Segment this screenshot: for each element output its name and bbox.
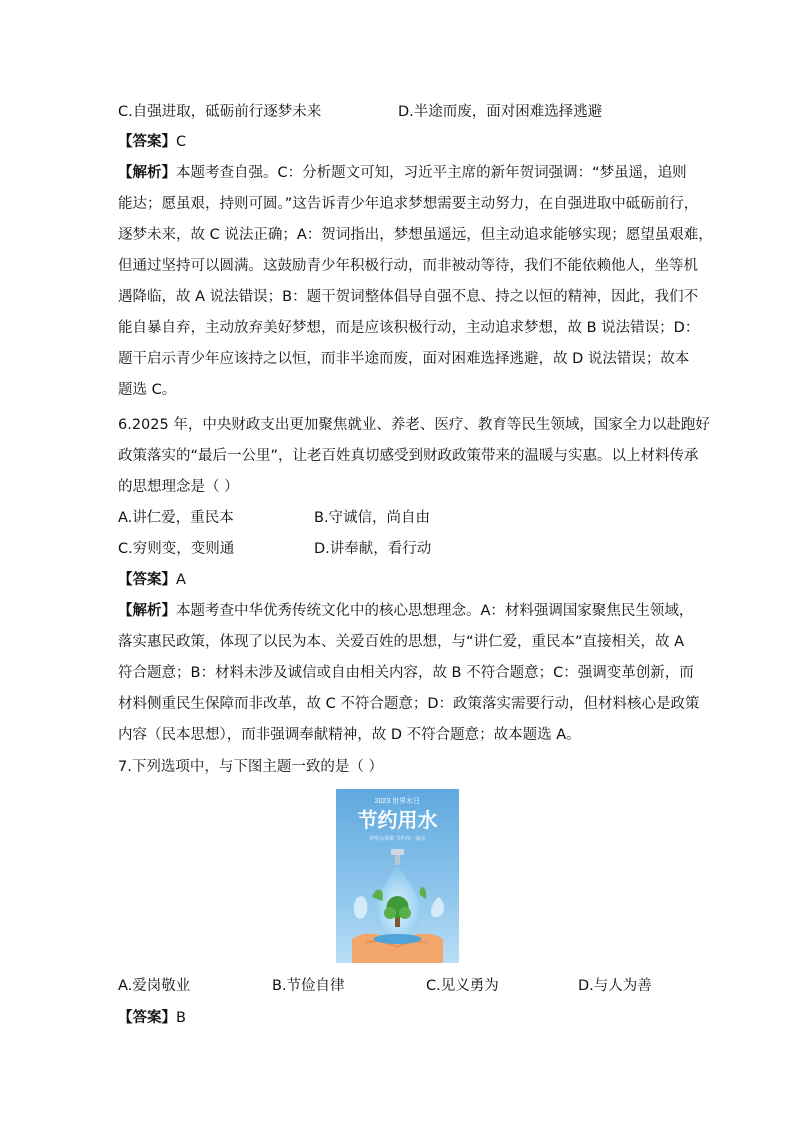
- q6-stem-line: 6.2025 年，中央财政支出更加聚焦就业、养老、医疗、教育等民生领域，国家全力以赴跑好: [118, 417, 710, 433]
- q6-analysis-line: 内容（民本思想），而非强调奉献精神，故 D 不符合题意；故本题选 A。: [118, 727, 581, 743]
- q5-analysis-line: 题干启示青少年应该持之以恒，而非半途而废，面对困难选择逃避，故 D 说法错误；故本: [118, 351, 690, 367]
- q6-analysis-line: 符合题意；B：材料未涉及诚信或自由相关内容，故 B 不符合题意；C：强调变革创新，而: [118, 665, 694, 681]
- analysis-label: 【解析】: [118, 603, 176, 619]
- q7-option-c: C.见义勇为: [426, 978, 499, 994]
- answer-label: 【答案】: [118, 1010, 176, 1026]
- poster-subtitle: 珍惜水资源 节约每一滴水: [369, 836, 426, 842]
- q7-option-b: B.节俭自律: [272, 978, 345, 994]
- answer-value: C: [176, 134, 187, 150]
- q7-stem: 7.下列选项中，与下图主题一致的是（ ）: [118, 759, 383, 775]
- q5-analysis-line: 但通过坚持可以圆满。这鼓励青少年积极行动，而非被动等待，我们不能依赖他人，坐等机: [118, 258, 698, 274]
- answer-label: 【答案】: [118, 134, 176, 150]
- q5-analysis-line: 能达；愿虽艰，持则可圆。”这告诉青少年追求梦想需要主动努力，在自强进取中砥砺前行，: [118, 196, 699, 212]
- q5-answer: [118, 132, 678, 152]
- q6-option-a: A.讲仁爱，重民本: [118, 510, 234, 526]
- q6-option-c: C.穷则变，变则通: [118, 541, 235, 557]
- q6-answer: [118, 570, 678, 590]
- q5-option-c: C.自强进取，砥砺前行逐梦未来: [118, 104, 322, 120]
- q6-analysis-line: 材料侧重民生保障而非改革，故 C 不符合题意；D：政策落实需要行动，但材料核心是政策: [118, 696, 700, 712]
- poster-top-text: 2023 世界水日: [374, 798, 421, 805]
- q7-option-a: A.爱岗敬业: [118, 978, 191, 994]
- q5-analysis-line: 能自暴自弃，主动放弃美好梦想，而是应该积极行动，主动追求梦想，故 B 说法错误；D：: [118, 320, 700, 336]
- q5-analysis-line: 题选 C。: [118, 382, 177, 398]
- q6-analysis-line: 落实惠民政策，体现了以民为本、关爱百姓的思想，与“讲仁爱，重民本”直接相关，故 A: [118, 634, 685, 650]
- q5-analysis-line: 逐梦未来，故 C 说法正确；A：贺词指出，梦想虽遥远，但主动追求能够实现；愿望虽艰难，: [118, 227, 713, 243]
- q7-option-d: D.与人为善: [578, 978, 652, 994]
- q6-option-b: B.守诚信，尚自由: [314, 510, 431, 526]
- answer-value: B: [176, 1010, 186, 1026]
- poster-title: 节约用水: [357, 808, 438, 832]
- answer-label: 【答案】: [118, 572, 176, 588]
- q5-analysis-line: 遇降临，故 A 说法错误；B：题干贺词整体倡导自强不息、持之以恒的精神，因此，我们不: [118, 289, 699, 305]
- q5-option-d: D.半途而废，面对困难选择逃避: [398, 104, 603, 120]
- q7-answer: [118, 1008, 678, 1028]
- q5-analysis-line: 【解析】本题考查自强。C：分析题文可知，习近平主席的新年贺词强调：“梦虽遥，追则: [118, 165, 687, 181]
- q6-stem-line: 的思想理念是（ ）: [118, 479, 239, 495]
- q6-stem-line: 政策落实的“最后一公里”，让老百姓真切感受到财政政策带来的温暖与实惠。以上材料传承: [118, 448, 699, 464]
- water-saving-poster: [336, 789, 459, 963]
- q6-analysis-line: 【解析】本题考查中华优秀传统文化中的核心思想理念。A：材料强调国家聚焦民生领域，: [118, 603, 694, 619]
- analysis-label: 【解析】: [118, 165, 176, 181]
- answer-value: A: [176, 572, 186, 588]
- q6-option-d: D.讲奉献，看行动: [314, 541, 432, 557]
